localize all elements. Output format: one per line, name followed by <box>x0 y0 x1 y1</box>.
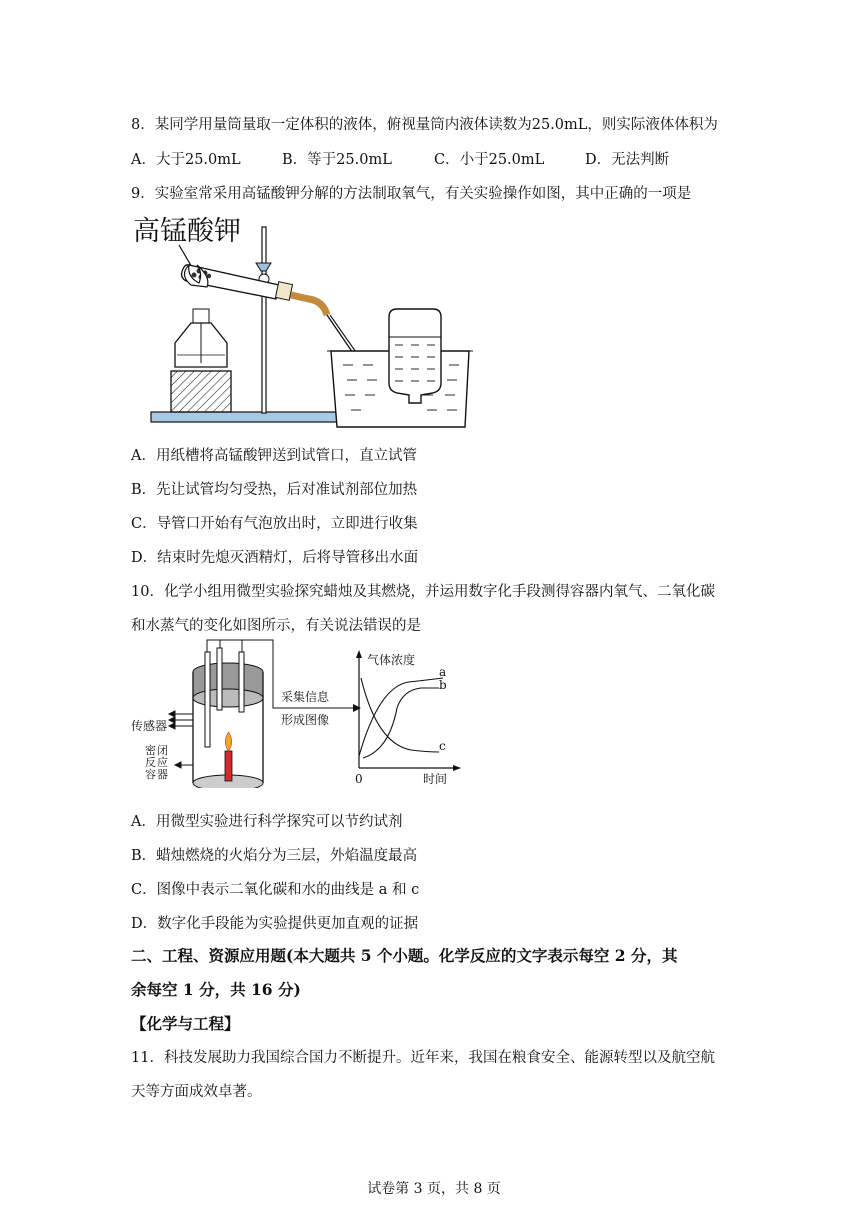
candle <box>225 732 232 781</box>
q8-option-d: D．无法判断 <box>585 152 670 168</box>
curve-label-b: b <box>439 678 447 692</box>
q10-option-d: D．数字化手段能为实验提供更加直观的证据 <box>131 916 419 932</box>
q9-stem: 9．实验室常采用高锰酸钾分解的方法制取氧气，有关实验操作如图，其中正确的一项是 <box>131 186 692 202</box>
y-axis-label: 气体浓度 <box>367 653 416 667</box>
container-label-char: 闭 <box>157 744 168 757</box>
candle-sensor-figure <box>131 638 461 788</box>
q9-option-a: A．用纸槽将高锰酸钾送到试管口，直立试管 <box>131 448 417 464</box>
q9-option-c: C．导管口开始有气泡放出时，立即进行收集 <box>131 516 418 532</box>
q10-stem-line2: 和水蒸气的变化如图所示，有关说法错误的是 <box>131 618 421 634</box>
x-axis-label: 时间 <box>423 772 448 786</box>
collect-label-2: 形成图像 <box>281 713 330 727</box>
container-label-char: 反 <box>145 756 156 769</box>
q10-option-b: B．蜡烛燃烧的火焰分为三层，外焰温度最高 <box>131 848 418 864</box>
container-label-char: 密 <box>145 744 156 757</box>
section2-title-line1: 二、工程、资源应用题(本大题共 5 个小题。化学反应的文字表示每空 2 分，其 <box>131 946 678 965</box>
origin-label: 0 <box>355 772 363 786</box>
sensor-arrows <box>169 711 193 768</box>
curve-b <box>363 688 439 758</box>
container-label-char: 应 <box>157 756 168 769</box>
q10-option-c: C．图像中表示二氧化碳和水的曲线是 a 和 c <box>131 882 420 898</box>
curve-c <box>361 678 439 752</box>
q8-option-c: C．小于25.0mL <box>434 152 545 168</box>
oxygen-apparatus-figure <box>131 205 476 430</box>
q10-stem-line1: 10．化学小组用微型实验探究蜡烛及其燃烧，并运用数字化手段测得容器内氧气、二氧化碳 <box>131 584 715 600</box>
curve-label-c: c <box>439 739 446 753</box>
q10-option-a: A．用微型实验进行科学探究可以节约试剂 <box>131 814 403 830</box>
sensor-label: 传感器 <box>131 719 168 733</box>
collect-label-1: 采集信息 <box>281 690 330 704</box>
q9-option-b: B．先让试管均匀受热，后对准试剂部位加热 <box>131 482 418 498</box>
curve-label-a: a <box>439 665 447 679</box>
curve-a <box>359 678 443 756</box>
q11-line1: 11．科技发展助力我国综合国力不断提升。近年来，我国在粮食安全、能源转型以及航空航 <box>131 1050 715 1066</box>
q9-option-d: D．结束时先熄灭酒精灯，后将导管移出水面 <box>131 550 419 566</box>
page-footer: 试卷第 3 页，共 8 页 <box>367 1181 501 1197</box>
gas-concentration-graph <box>355 650 461 786</box>
gas-collecting-bottle <box>389 309 441 403</box>
q11-line2: 天等方面成效卓著。 <box>131 1084 262 1100</box>
wooden-block <box>171 371 231 412</box>
rubber-tube <box>291 295 327 315</box>
q8-option-a: A．大于25.0mL <box>131 152 241 168</box>
section2-subtitle: 【化学与工程】 <box>131 1014 240 1033</box>
container-label-char: 器 <box>157 768 168 781</box>
potassium-permanganate-label: 高锰酸钾 <box>133 216 241 247</box>
stand-rod <box>262 227 266 413</box>
q8-stem: 8．某同学用量筒量取一定体积的液体，俯视量筒内液体读数为25.0mL，则实际液体体积为 <box>131 117 718 133</box>
section2-title-line2: 余每空 1 分，共 16 分) <box>131 980 301 999</box>
container-label-char: 容 <box>145 768 156 781</box>
q8-option-b: B．等于25.0mL <box>282 152 392 168</box>
stopper <box>275 282 292 301</box>
